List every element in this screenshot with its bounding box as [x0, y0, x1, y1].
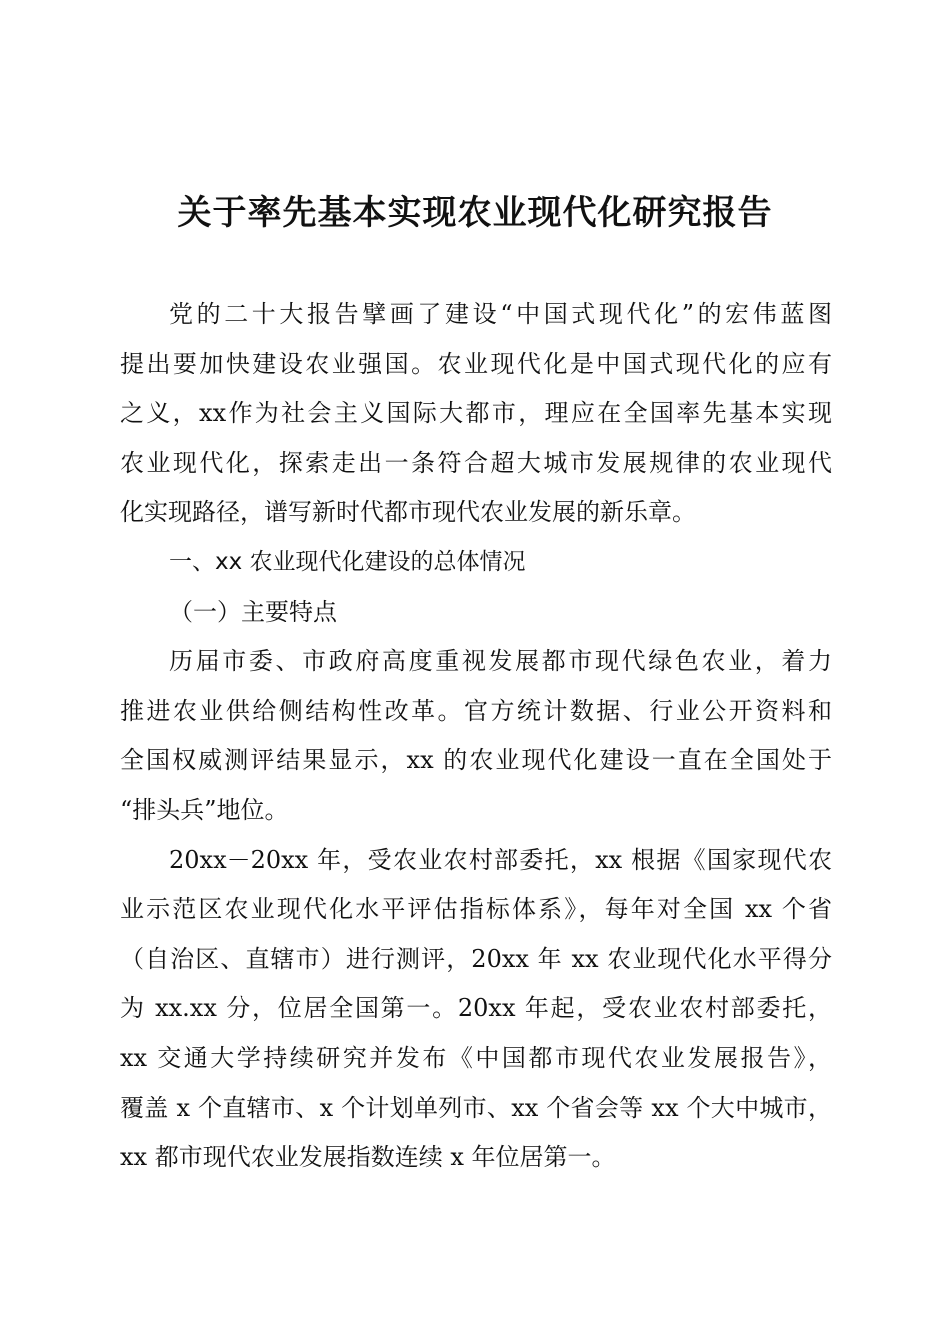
subsection-heading: （一）主要特点 — [169, 597, 337, 626]
paragraph-intro — [120, 290, 832, 538]
paragraph-line: 覆盖 x 个直辖市、x 个计划单列市、xx 个省会等 xx 个大中城市， — [120, 1093, 832, 1122]
paragraph-line: 农业现代化，探索走出一条符合超大城市发展规律的农业现代 — [120, 448, 832, 477]
paragraph-line: 20xx－20xx 年，受农业农村部委托，xx 根据《国家现代农 — [169, 845, 832, 874]
paragraph-line: xx 交通大学持续研究并发布《中国都市现代农业发展报告》， — [120, 1043, 832, 1072]
paragraph-line: 提出要加快建设农业强国。农业现代化是中国式现代化的应有 — [120, 349, 832, 378]
section-heading: 一、xx 农业现代化建设的总体情况 — [169, 548, 526, 575]
paragraph-line: xx 都市现代农业发展指数连续 x 年位居第一。 — [120, 1143, 616, 1172]
paragraph-evaluation — [120, 836, 832, 1183]
paragraph-line: 业示范区农业现代化水平评估指标体系》，每年对全国 xx 个省 — [120, 895, 832, 924]
paragraph-line: 历届市委、市政府高度重视发展都市现代绿色农业，着力 — [169, 647, 832, 676]
document-body — [120, 290, 832, 1183]
paragraph-line: 为 xx.xx 分，位居全国第一。20xx 年起，受农业农村部委托， — [120, 994, 832, 1023]
paragraph-line: “排头兵”地位。 — [120, 795, 289, 824]
paragraph-line: （自治区、直辖市）进行测评，20xx 年 xx 农业现代化水平得分 — [120, 944, 832, 973]
paragraph-line: 推进农业供给侧结构性改革。官方统计数据、行业公开资料和 — [120, 696, 832, 725]
paragraph-line: 化实现路径，谱写新时代都市现代农业发展的新乐章。 — [120, 498, 696, 527]
paragraph-line: 之义，xx作为社会主义国际大都市，理应在全国率先基本实现 — [120, 399, 832, 428]
paragraph-line: 党的二十大报告擘画了建设“中国式现代化”的宏伟蓝图 — [169, 300, 832, 328]
paragraph-features — [120, 637, 832, 835]
document-title: 关于率先基本实现农业现代化研究报告 — [177, 193, 773, 233]
paragraph-line: 全国权威测评结果显示，xx 的农业现代化建设一直在全国处于 — [120, 746, 832, 775]
